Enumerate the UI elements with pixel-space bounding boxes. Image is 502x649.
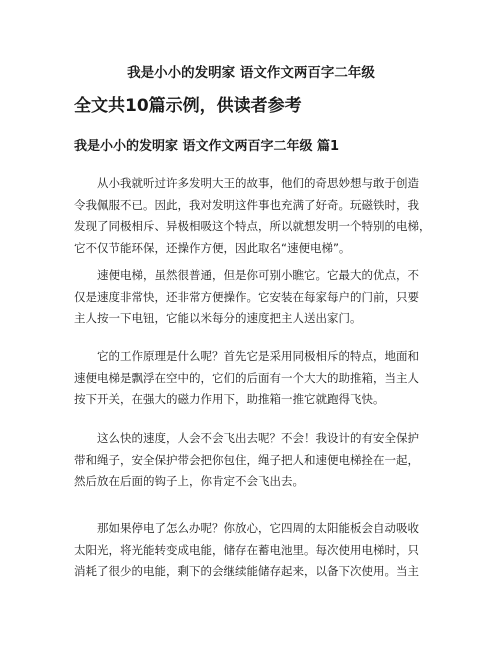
paragraph-4 <box>74 428 434 493</box>
paragraph-line: 那如果停电了怎么办呢？你放心，它四周的太阳能板会自动吸收 <box>97 521 419 535</box>
paragraph-line: 带和绳子，安全保护带会把你包住，绳子把人和速便电梯拴在一起， <box>74 452 419 467</box>
paragraph-line: 速便电梯，虽然很普通，但是你可别小瞧它。它最大的优点，不 <box>97 268 419 282</box>
paragraph-line: 按下开关，在强大的磁力作用下，助推箱一推它就跑得飞快。 <box>74 392 385 406</box>
document-summary: 全文共10篇示例，供读者参考 <box>74 96 302 116</box>
paragraph-3 <box>74 346 434 411</box>
paragraph-2 <box>74 265 434 330</box>
paragraph-line: 仅是速度非常快，还非常方便操作。它安装在每家每户的门前，只要 <box>74 289 419 304</box>
paragraph-line: 这么快的速度，人会不会飞出去呢？不会！我设计的有安全保护 <box>97 431 419 445</box>
paragraph-5 <box>74 518 434 583</box>
paragraph-line: 它不仅节能环保，还操作方便，因此取名“速便电梯”。 <box>74 240 351 255</box>
paragraph-line: 速便电梯是飘浮在空中的，它们的后面有一个大大的助推箱，当主人 <box>74 370 419 385</box>
paragraph-line: 它的工作原理是什么呢？首先它是采用同极相斥的特点，地面和 <box>97 349 419 363</box>
paragraph-1 <box>74 173 434 259</box>
paragraph-line: 主人按一下电钮，它能以米每分的速度把主人送出家门。 <box>74 311 362 325</box>
paragraph-line: 发现了同极相斥、异极相吸这个特点，所以就想发明一个特别的电梯， <box>74 219 431 233</box>
paragraph-line: 然后放在后面的钩子上，你肯定不会飞出去。 <box>74 474 304 488</box>
document-title: 我是小小的发明家 语文作文两百字二年级 <box>127 65 375 81</box>
paragraph-line: 从小我就听过许多发明大王的故事，他们的奇思妙想与敢于创造 <box>97 176 419 190</box>
paragraph-line: 太阳光，将光能转变成电能，储存在蓄电池里。每次使用电梯时，只 <box>74 542 419 557</box>
paragraph-line: 令我佩服不已。因此，我对发明这件事也充满了好奇。玩磁铁时，我 <box>74 197 419 212</box>
paragraph-line: 消耗了很少的电能，剩下的会继续能储存起来，以备下次使用。当主 <box>74 564 419 578</box>
section-heading: 我是小小的发明家 语文作文两百字二年级 篇1 <box>74 139 340 154</box>
